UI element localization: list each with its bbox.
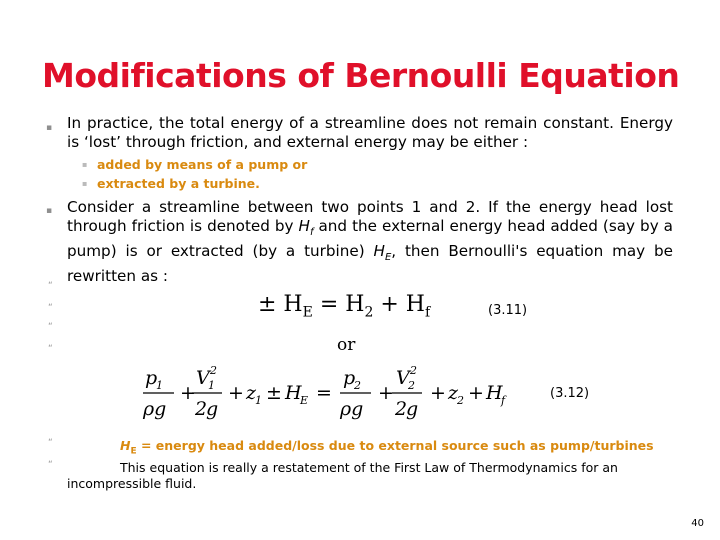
empty-bullet: “	[48, 460, 53, 470]
first-law-text: This equation is really a restatement of the First Law of Thermodynamics for an incompressible fluid.	[67, 460, 618, 491]
eq1-sub-2: 2	[364, 304, 374, 321]
he-subscript: E	[384, 252, 392, 264]
svg-text:2: 2	[210, 364, 217, 377]
eq1-pm-h: ± H	[258, 292, 303, 317]
svg-text:H: H	[285, 382, 302, 404]
svg-text:z: z	[246, 382, 257, 404]
hf-subscript: f	[309, 227, 314, 239]
svg-text:V: V	[396, 367, 410, 389]
empty-bullet: “	[48, 438, 53, 448]
equation-3-12	[140, 360, 540, 420]
equation-number-3-12: (3.12)	[550, 386, 590, 401]
svg-text:E: E	[300, 394, 309, 407]
svg-text:ρg: ρg	[143, 398, 167, 420]
eq1-sub-e: E	[302, 304, 313, 321]
slide-title: Modifications of Bernoulli Equation	[42, 56, 680, 95]
svg-text:+: +	[180, 382, 196, 404]
svg-text:g: g	[406, 398, 419, 420]
svg-text:1: 1	[208, 379, 215, 392]
first-law-note	[67, 460, 667, 492]
svg-text:p: p	[145, 367, 158, 389]
note-h-subscript: E	[130, 446, 137, 457]
svg-text:ρg: ρg	[340, 398, 364, 420]
sub-item-turbine	[82, 176, 260, 191]
note-definition-text: = energy head added/loss due to external source such as pump/turbines	[136, 438, 654, 453]
empty-bullet: “	[48, 322, 53, 332]
svg-text:2: 2	[354, 379, 361, 392]
eq1-sub-f: f	[425, 304, 431, 321]
svg-text:=: =	[316, 382, 332, 404]
svg-text:+: +	[228, 382, 244, 404]
svg-text:2: 2	[408, 379, 415, 392]
streamline-paragraph	[67, 198, 673, 286]
he-symbol: H	[373, 242, 385, 261]
sub-bullet-marker: ▪	[82, 160, 88, 169]
equation-3-11	[258, 292, 430, 320]
svg-text:p: p	[343, 367, 356, 389]
svg-text:2: 2	[195, 398, 208, 420]
bullet-marker: ▪	[46, 123, 53, 133]
svg-text:H: H	[486, 382, 503, 404]
svg-text:±: ±	[266, 382, 282, 404]
svg-text:2: 2	[410, 364, 417, 377]
he-definition-note	[120, 438, 654, 457]
para2-text-3: , then Bernoulli's equation may be rewritten as :	[67, 242, 673, 286]
para2-text-1: Consider a streamline between two points 1 and 2. If the energy head lost through friction is denoted by	[67, 198, 673, 235]
svg-text:z: z	[448, 382, 459, 404]
equation-number-3-11: (3.11)	[488, 303, 528, 318]
svg-text:+: +	[468, 382, 484, 404]
note-h-symbol: H	[120, 438, 131, 453]
intro-paragraph: In practice, the total energy of a streamline does not remain constant. Energy is ‘lost’ through friction, and external energy may be either :	[67, 114, 673, 151]
bullet-marker: ▪	[46, 206, 53, 216]
eq1-equals-h: = H	[312, 292, 365, 317]
or-connector: or	[337, 335, 356, 355]
svg-text:V: V	[196, 367, 210, 389]
svg-text:2: 2	[395, 398, 408, 420]
empty-bullet: “	[48, 281, 53, 291]
sub-item-pump	[82, 157, 308, 172]
para2-text-2: and the external energy head added (say by a pump) is or extracted (by a turbine)	[67, 217, 673, 261]
sub-item-label: extracted by a turbine.	[97, 176, 260, 191]
svg-text:1: 1	[255, 394, 262, 407]
svg-text:+: +	[430, 382, 446, 404]
svg-text:g: g	[206, 398, 219, 420]
empty-bullet: “	[48, 303, 53, 313]
svg-text:f: f	[501, 394, 506, 407]
svg-text:1: 1	[156, 379, 163, 392]
page-number: 40	[691, 518, 704, 529]
hf-symbol: H	[298, 217, 310, 235]
svg-text:2: 2	[457, 394, 464, 407]
eq1-plus-h: + H	[373, 292, 425, 317]
svg-text:+: +	[378, 382, 394, 404]
sub-bullet-marker: ▪	[82, 179, 88, 188]
sub-item-label: added by means of a pump or	[97, 157, 308, 172]
empty-bullet: “	[48, 344, 53, 354]
